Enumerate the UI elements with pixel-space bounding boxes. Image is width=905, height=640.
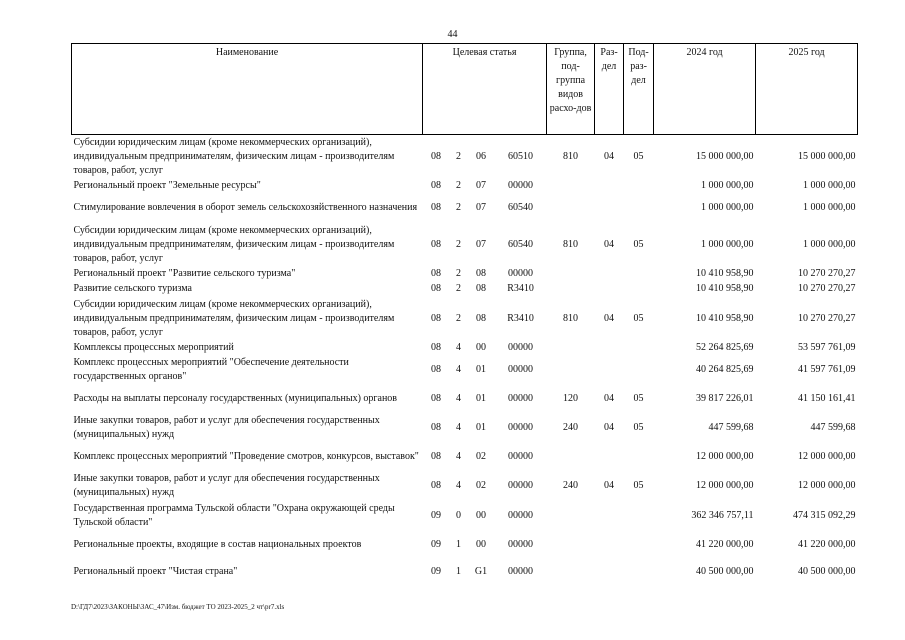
amount-2025: 1 000 000,00 [803, 238, 856, 250]
row-name: Комплекс процессных мероприятий "Проведение смотров, конкурсов, выставок" [73, 451, 419, 462]
target-code-item: 07 [476, 202, 486, 213]
section [595, 194, 624, 223]
amount-2025: 12 000 000,00 [798, 480, 856, 491]
subsection [624, 341, 654, 356]
section: 04 [604, 393, 615, 404]
amount-2024: 10 410 958,90 [696, 283, 754, 294]
target-code-direction: 00000 [508, 480, 534, 491]
row-name: Субсидии юридическим лицам (кроме некоммерческих организаций), индивидуальным предпринимателям, физическим лицам - производителям товаров, работ, услуг [73, 298, 395, 338]
amount-2024: 40 500 000,00 [696, 565, 754, 577]
table-row [72, 297, 858, 341]
amount-2025: 12 000 000,00 [798, 451, 856, 462]
file-path-footer: D:\ГД7\2023\ЗАКОНЫ\ЗАС_47\Изм. бюджет ТО 2023-2025_2 чт\pr7.xls [71, 603, 285, 611]
amount-2024: 447 599,68 [708, 422, 754, 433]
expense-group [547, 443, 595, 472]
target-code-direction: 60540 [508, 202, 534, 213]
amount-2024: 39 817 226,01 [696, 393, 754, 404]
target-code-program: 08 [431, 422, 441, 433]
target-code-type: 2 [456, 202, 461, 213]
table-body [72, 135, 858, 584]
row-name: Комплекс процессных мероприятий "Обеспечение деятельности государственных органов" [73, 357, 349, 382]
header-section: Раз-дел [595, 44, 624, 135]
section [595, 179, 624, 194]
subsection: 05 [633, 150, 644, 162]
header-subsection: Под-раз-дел [624, 44, 654, 135]
target-code-program: 08 [431, 202, 441, 213]
target-code-program: 08 [431, 342, 441, 353]
amount-2024: 1 000 000,00 [701, 202, 754, 213]
row-name: Субсидии юридическим лицам (кроме некоммерческих организаций), индивидуальным предпринимателям, физическим лицам - производителям товаров, работ, услуг [73, 224, 395, 264]
target-code-program: 09 [431, 539, 441, 550]
header-2025: 2025 год [756, 44, 858, 135]
amount-2024: 52 264 825,69 [696, 342, 754, 353]
target-code-type: 2 [456, 150, 461, 162]
expense-group [547, 531, 595, 560]
target-code-type: 1 [456, 565, 461, 577]
target-code-type: 2 [456, 312, 461, 324]
amount-2024: 362 346 757,11 [691, 509, 754, 521]
subsection [624, 501, 654, 531]
target-code-program: 08 [431, 364, 441, 375]
expense-group: 810 [563, 312, 579, 324]
target-code-type: 2 [456, 268, 461, 279]
amount-2024: 1 000 000,00 [701, 238, 754, 250]
page-number: 44 [447, 29, 458, 40]
target-code-direction: 00000 [508, 268, 534, 279]
amount-2024: 40 264 825,69 [696, 364, 754, 375]
row-name: Региональный проект "Чистая страна" [73, 565, 238, 577]
amount-2025: 10 270 270,27 [798, 268, 856, 279]
target-code-type: 4 [456, 342, 461, 353]
expense-group [547, 282, 595, 297]
target-code-direction: R3410 [507, 283, 534, 294]
amount-2024: 12 000 000,00 [696, 480, 754, 491]
subsection: 05 [633, 393, 644, 404]
section [595, 560, 624, 584]
section [595, 443, 624, 472]
table-row [72, 560, 858, 584]
row-name: Государственная программа Тульской области "Охрана окружающей среды Тульской области" [73, 502, 395, 528]
row-name: Комплексы процессных мероприятий [73, 342, 234, 353]
subsection [624, 282, 654, 297]
target-code-program: 09 [431, 509, 441, 521]
section: 04 [604, 150, 615, 162]
subsection [624, 267, 654, 282]
amount-2025: 10 270 270,27 [798, 283, 856, 294]
amount-2025: 53 597 761,09 [798, 342, 856, 353]
target-code-direction: 00000 [508, 509, 534, 521]
header-target: Целевая статья [423, 44, 547, 135]
target-code-direction: 00000 [508, 565, 534, 577]
subsection [624, 356, 654, 385]
target-code-type: 4 [456, 422, 461, 433]
target-code-type: 4 [456, 393, 461, 404]
target-code-direction: 00000 [508, 180, 534, 191]
target-code-item: 07 [476, 180, 486, 191]
target-code-program: 08 [431, 238, 441, 250]
table-header-row [72, 44, 858, 135]
expense-group: 240 [563, 480, 579, 491]
section: 04 [604, 422, 615, 433]
target-code-program: 08 [431, 480, 441, 491]
target-code-item: 02 [476, 480, 486, 491]
target-code-item: 06 [476, 150, 486, 162]
expense-group [547, 341, 595, 356]
target-code-item: 08 [476, 268, 486, 279]
expense-group [547, 560, 595, 584]
table-row [72, 267, 858, 282]
target-code-program: 09 [431, 565, 441, 577]
amount-2025: 10 270 270,27 [798, 312, 856, 324]
amount-2025: 1 000 000,00 [803, 202, 856, 213]
target-code-item: 02 [476, 451, 486, 462]
section [595, 501, 624, 531]
target-code-program: 08 [431, 393, 441, 404]
table-row [72, 179, 858, 194]
amount-2025: 40 500 000,00 [798, 565, 856, 577]
subsection: 05 [633, 422, 644, 433]
header-2024: 2024 год [654, 44, 756, 135]
amount-2024: 1 000 000,00 [701, 180, 754, 191]
target-code-program: 08 [431, 150, 441, 162]
section: 04 [604, 238, 615, 250]
target-code-item: G1 [474, 565, 488, 577]
amount-2025: 447 599,68 [810, 422, 856, 433]
section [595, 282, 624, 297]
target-code-direction: 00000 [508, 451, 534, 462]
target-code-program: 08 [431, 180, 441, 191]
target-code-direction: 60540 [508, 238, 534, 250]
subsection [624, 443, 654, 472]
table-row [72, 356, 858, 385]
table-row [72, 531, 858, 560]
amount-2025: 41 597 761,09 [798, 364, 856, 375]
row-name: Иные закупки товаров, работ и услуг для обеспечения государственных (муниципальных) нужд [73, 473, 380, 498]
subsection [624, 194, 654, 223]
amount-2025: 1 000 000,00 [803, 180, 856, 191]
target-code-direction: 00000 [508, 539, 534, 550]
table-row [72, 443, 858, 472]
header-name: Наименование [72, 44, 423, 135]
subsection: 05 [633, 480, 644, 491]
table-row [72, 472, 858, 501]
amount-2024: 41 220 000,00 [696, 539, 754, 550]
target-code-type: 2 [456, 238, 461, 250]
amount-2025: 41 150 161,41 [798, 393, 856, 404]
amount-2025: 474 315 092,29 [793, 509, 856, 521]
amount-2024: 12 000 000,00 [696, 451, 754, 462]
expense-group: 120 [563, 393, 579, 404]
section: 04 [604, 312, 615, 324]
target-code-type: 4 [456, 364, 461, 375]
target-code-program: 08 [431, 451, 441, 462]
header-group: Группа, под-группа видов расхо-дов [547, 44, 595, 135]
table-row [72, 223, 858, 267]
amount-2024: 10 410 958,90 [696, 312, 754, 324]
table-row [72, 135, 858, 179]
table-row [72, 414, 858, 443]
target-code-type: 4 [456, 451, 461, 462]
subsection: 05 [633, 312, 644, 324]
target-code-item: 01 [476, 393, 486, 404]
target-code-item: 00 [476, 342, 486, 353]
target-code-program: 08 [431, 268, 441, 279]
target-code-direction: 60510 [508, 150, 534, 162]
amount-2024: 15 000 000,00 [696, 150, 754, 162]
target-code-direction: R3410 [507, 312, 534, 324]
subsection: 05 [633, 238, 644, 250]
expense-group [547, 501, 595, 531]
subsection [624, 531, 654, 560]
target-code-item: 01 [476, 422, 486, 433]
table-row [72, 341, 858, 356]
amount-2025: 15 000 000,00 [798, 150, 856, 162]
target-code-program: 08 [431, 312, 441, 324]
section [595, 531, 624, 560]
target-code-direction: 00000 [508, 364, 534, 375]
section [595, 356, 624, 385]
table-row [72, 501, 858, 531]
target-code-direction: 00000 [508, 342, 534, 353]
row-name: Региональный проект "Земельные ресурсы" [73, 180, 261, 191]
target-code-item: 08 [476, 283, 486, 294]
row-name: Региональный проект "Развитие сельского туризма" [73, 268, 296, 279]
budget-table [71, 43, 858, 584]
section [595, 267, 624, 282]
target-code-item: 00 [476, 509, 486, 521]
row-name: Региональные проекты, входящие в состав национальных проектов [73, 539, 362, 550]
target-code-program: 08 [431, 283, 441, 294]
subsection [624, 179, 654, 194]
section [595, 341, 624, 356]
row-name: Иные закупки товаров, работ и услуг для обеспечения государственных (муниципальных) нужд [73, 415, 380, 440]
table-row [72, 282, 858, 297]
target-code-type: 4 [456, 480, 461, 491]
subsection [624, 560, 654, 584]
expense-group [547, 356, 595, 385]
row-name: Стимулирование вовлечения в оборот земель сельскохозяйственного назначения [73, 202, 418, 213]
table-row [72, 385, 858, 414]
expense-group [547, 179, 595, 194]
target-code-type: 0 [456, 509, 461, 521]
expense-group: 810 [563, 150, 579, 162]
target-code-type: 2 [456, 283, 461, 294]
row-name: Субсидии юридическим лицам (кроме некоммерческих организаций), индивидуальным предпринимателям, физическим лицам - производителям товаров, работ, услуг [73, 136, 395, 176]
target-code-item: 07 [476, 238, 486, 250]
row-name: Развитие сельского туризма [73, 283, 192, 294]
section: 04 [604, 480, 615, 491]
expense-group: 810 [563, 238, 579, 250]
target-code-item: 08 [476, 312, 486, 324]
target-code-item: 01 [476, 364, 486, 375]
expense-group: 240 [563, 422, 579, 433]
amount-2025: 41 220 000,00 [798, 539, 856, 550]
target-code-item: 00 [476, 539, 486, 550]
target-code-type: 2 [456, 180, 461, 191]
expense-group [547, 194, 595, 223]
target-code-direction: 00000 [508, 422, 534, 433]
target-code-type: 1 [456, 539, 461, 550]
expense-group [547, 267, 595, 282]
amount-2024: 10 410 958,90 [696, 268, 754, 279]
table-row [72, 194, 858, 223]
target-code-direction: 00000 [508, 393, 534, 404]
row-name: Расходы на выплаты персоналу государственных (муниципальных) органов [73, 393, 398, 404]
